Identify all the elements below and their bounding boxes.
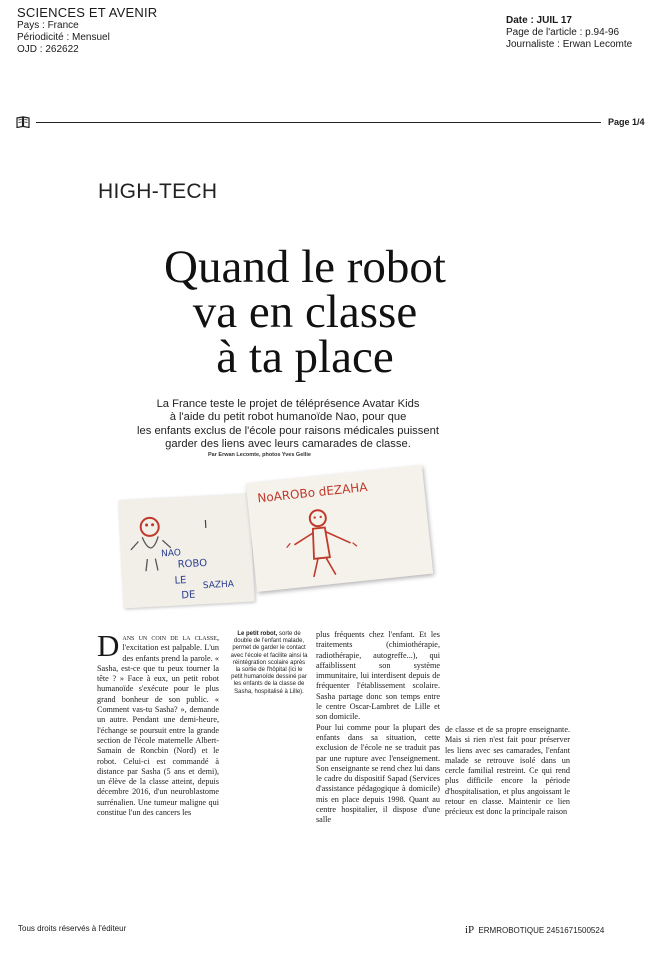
- publisher-logo-icon: iP: [465, 924, 475, 936]
- deck-line-3: les enfants exclus de l'école pour raisons médicales puissent: [137, 424, 439, 437]
- child-drawing-robot: [118, 494, 254, 609]
- date: Date : JUIL 17: [506, 15, 572, 26]
- source-info: [17, 5, 157, 56]
- caption-text: sorte de double de l'enfant malade, permet de garder le contact avec l'école et facilite ainsi la réintégration scolaire après la sortie de l'hôpital (ici le petit humanoïde dessiné par les enfants de la classe de Sasha, hospitalisé à Lille).: [230, 631, 308, 695]
- column-2-paragraph-2: Pour lui comme pour la plupart des enfants dans sa situation, cette exclusion de l'école ne se traduit pas par une rupture avec l'enseignement. Son enseignante se rend chez lui dans le cadre du dispositif Sapad (Services d'assistance pédagogique à domicile) mis en place depuis 1998. Quant au centre hospitalier, il dispose d'une salle: [316, 722, 440, 825]
- deck: [100, 398, 476, 451]
- deck-line-1: La France teste le projet de téléprésence Avatar Kids: [156, 398, 420, 410]
- footer-reference: [465, 924, 604, 936]
- publication-name: SCIENCES ET AVENIR: [17, 5, 158, 20]
- column-2-paragraph-1: plus fréquents chez l'enfant. Et les traitements (chimiothérapie, radiothérapie, autogreffe...), qui affaiblissent son système immunitaire, lui interdisent depuis de fréquenter l'établissement scolaire. Sasha partage donc son temps entre le centre Oscar-Lambret de Lille et son domicile.: [316, 630, 440, 722]
- drawing2-label: NoAROBo dEZAHA: [256, 479, 369, 506]
- column-1-text: l'excitation est palpable. L'un des enfants prend la parole. « Sasha, est-ce que tu peux tourner la tête ? » Face à eux, un petit robot humanoïde s'exécute pour le plus grand bonheur de son public. « Comment vas-tu Sasha? », demande un autre. Pendant une demi-heure, l'échange se poursuit entre la grande section de l'école maternelle Albert-Samain de Roncbin (Nord) et le robot. Celui-ci est commandé à distance par Sasha (5 ans et demi), un élève de la classe atteint, depuis décembre 2016, d'un neuroblastome surrénalien. Une tumeur maligne qui constitue l'un des cancers les: [97, 643, 219, 818]
- reference-code: ERMROBOTIQUE 2451671500524: [478, 926, 605, 935]
- drawing1-label-de: DE: [181, 589, 196, 602]
- deck-line-2: à l'aide du petit robot humanoïde Nao, pour que: [169, 411, 407, 424]
- ojd: OJD : 262622: [17, 44, 79, 55]
- body-column-2: [316, 630, 440, 826]
- drawing1-label-sazha: SAZHA: [202, 579, 235, 592]
- drawing1-label-le: LE: [174, 575, 187, 587]
- headline-line-2: va en classe: [192, 286, 418, 338]
- lead-in: ans un coin de la classe,: [122, 633, 219, 642]
- figure-drawing-illustration: [246, 465, 433, 592]
- drawing1-label-robo: ROBO: [177, 557, 208, 571]
- country: Pays : France: [17, 20, 79, 31]
- byline: Par Erwan Lecomte, photos Yves Gellie: [208, 452, 311, 458]
- article-pages: Page de l'article : p.94-96: [506, 27, 620, 38]
- drawing1-label-nao: NAO: [160, 548, 182, 560]
- book-icon: [16, 116, 30, 128]
- column-3-text: de classe et de sa propre enseignante. Mais si rien n'est fait pour préserver les liens avec ses camarades, l'enfant malade se retrouve isolé dans un cercle familial restreint. Ce qui rend plus difficile encore la période d'hospitalisation, et plus angoissant le retour en classe. Maintenir ce lien précieux est donc la principale raison: [445, 725, 570, 817]
- body-column-3: [445, 725, 570, 818]
- robot-drawing-illustration: [118, 494, 254, 609]
- child-drawing-figure: [246, 465, 433, 592]
- periodicity: Périodicité : Mensuel: [17, 32, 110, 43]
- article-info: [506, 15, 632, 51]
- caption-lead: Le petit robot,: [237, 631, 278, 637]
- drop-cap: D: [97, 628, 120, 663]
- header-divider: [36, 122, 601, 123]
- headline-line-1: Quand le robot: [164, 241, 446, 293]
- photo-caption: [230, 631, 308, 696]
- body-column-1: [97, 628, 219, 818]
- page-number: Page 1/4: [608, 117, 645, 127]
- journalist: Journaliste : Erwan Lecomte: [506, 39, 633, 50]
- rights-notice: Tous droits réservés à l'éditeur: [18, 924, 127, 933]
- deck-line-4: garder des liens avec leurs camarades de classe.: [165, 437, 411, 450]
- headline-line-3: à ta place: [216, 331, 394, 383]
- headline: [70, 241, 540, 383]
- section-rubric: HIGH-TECH: [98, 180, 218, 203]
